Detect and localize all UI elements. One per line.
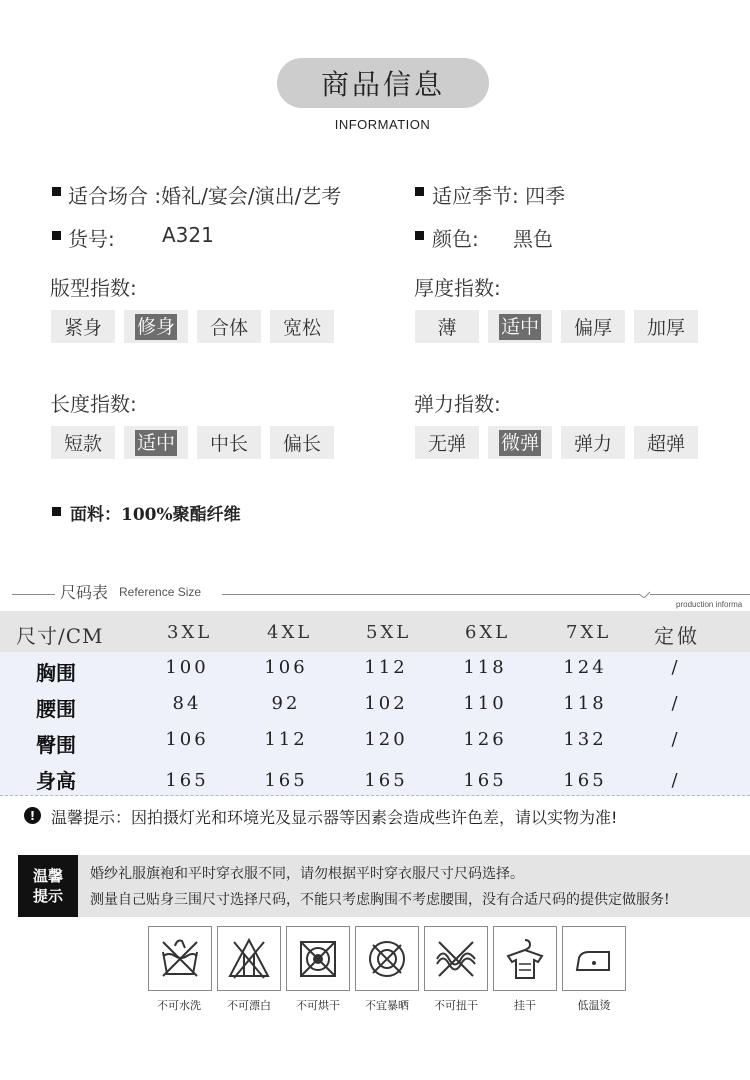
table-cell: / (671, 657, 681, 678)
item-no-label: 货号: (68, 227, 115, 251)
divider (12, 594, 55, 595)
size-chart-subtitle: Reference Size (119, 585, 202, 599)
row-label: 胸围 (36, 661, 76, 685)
table-cell: 106 (264, 657, 308, 678)
elasticity-option (415, 426, 479, 459)
size-chart-title: 尺码表 (60, 583, 109, 602)
length-option-label: 短款 (63, 433, 102, 455)
length-option (270, 426, 334, 459)
item-no-value: A321 (162, 223, 214, 247)
header-cell: 4XL (267, 622, 313, 643)
fit-option (270, 310, 334, 343)
bullet-icon (52, 507, 61, 516)
color-label: 颜色: (432, 227, 479, 251)
table-cell: / (671, 693, 681, 714)
length-option (124, 426, 188, 459)
table-row (0, 760, 750, 796)
season-text: 适应季节: 四季 (432, 184, 566, 208)
length-option (51, 426, 115, 459)
size-table-header (0, 611, 750, 652)
table-row (0, 688, 750, 725)
table-cell: 132 (563, 729, 607, 750)
table-cell: 165 (563, 770, 607, 791)
bullet-icon (52, 231, 61, 240)
elasticity-option-label: 超弹 (646, 433, 685, 455)
table-cell: 110 (463, 693, 507, 714)
header-cell: 尺寸/CM (16, 624, 104, 648)
table-cell: 120 (364, 729, 408, 750)
fit-index-label: 版型指数: (50, 276, 137, 300)
color-value: 黑色 (513, 227, 553, 251)
table-cell: 106 (165, 729, 209, 750)
row-label: 腰围 (36, 697, 76, 721)
fit-option-label: 合体 (209, 317, 248, 339)
care-label: 不可烘干 (296, 999, 340, 1012)
length-option-label: 中长 (209, 433, 248, 455)
table-cell: 92 (271, 693, 301, 714)
fit-option (51, 310, 115, 343)
divider (650, 594, 750, 595)
table-cell: 165 (165, 770, 209, 791)
table-cell: 84 (172, 693, 202, 714)
divider (222, 594, 640, 595)
table-cell: 124 (563, 657, 607, 678)
color-notice: 温馨提示：因拍摄灯光和环境光及显示器等因素会造成些许色差，请以实物为准! (51, 808, 618, 827)
thickness-option-label: 加厚 (646, 317, 685, 339)
section-title: 商品信息 (277, 58, 489, 108)
thickness-option (415, 310, 479, 343)
length-option-label: 偏长 (282, 433, 321, 455)
table-cell: 112 (264, 729, 308, 750)
elasticity-option-label: 无弹 (427, 433, 466, 455)
header-cell: 5XL (366, 622, 412, 643)
production-info-text: production informa (676, 600, 743, 609)
care-label: 低温烫 (577, 999, 611, 1012)
elasticity-option (634, 426, 698, 459)
elasticity-index-label: 弹力指数: (414, 392, 501, 416)
bullet-icon (415, 187, 424, 196)
no-tumble-dry-icon (286, 926, 350, 991)
elasticity-option (561, 426, 625, 459)
elasticity-option-label: 弹力 (573, 433, 612, 455)
row-label: 臀围 (36, 733, 76, 757)
header-cell: 7XL (566, 622, 612, 643)
table-cell: 165 (264, 770, 308, 791)
table-cell: 165 (463, 770, 507, 791)
care-label: 不可漂白 (227, 999, 271, 1012)
table-cell: 102 (364, 693, 408, 714)
tip-tag-line: 提示 (32, 887, 63, 905)
table-cell: 118 (463, 657, 507, 678)
tip-tag-line: 温馨 (32, 867, 63, 885)
table-cell: / (671, 770, 681, 791)
table-cell: / (671, 729, 681, 750)
fit-option-label: 修身 (136, 315, 175, 338)
header-cell: 6XL (465, 622, 511, 643)
tip-line-2: 测量自己贴身三围尺寸选择尺码，不能只考虑胸围不考虑腰围，没有合适尺码的提供定做服务! (90, 892, 670, 908)
hang-dry-icon (493, 926, 557, 991)
care-label: 挂干 (514, 999, 536, 1012)
notch-icon (638, 588, 652, 598)
bullet-icon (415, 231, 424, 240)
fit-option (197, 310, 261, 343)
table-cell: 126 (463, 729, 507, 750)
thickness-option-label: 薄 (437, 317, 457, 339)
elasticity-option-label: 微弹 (500, 431, 539, 454)
table-cell: 165 (364, 770, 408, 791)
table-cell: 100 (165, 657, 209, 678)
fit-option (124, 310, 188, 343)
tip-tag (18, 855, 78, 917)
length-index-label: 长度指数: (50, 392, 137, 416)
fit-option-label: 紧身 (63, 317, 102, 339)
fit-option-label: 宽松 (282, 317, 321, 339)
care-label: 不宜暴晒 (365, 999, 409, 1012)
care-label: 不可水洗 (157, 999, 201, 1012)
length-option (197, 426, 261, 459)
table-row (0, 652, 750, 689)
bullet-icon (52, 187, 61, 196)
low-iron-icon (562, 926, 626, 991)
table-row (0, 724, 750, 761)
tip-line-1: 婚纱礼服旗袍和平时穿衣服不同，请勿根据平时穿衣服尺寸尺码选择。 (90, 866, 524, 882)
thickness-option (488, 310, 552, 343)
no-bleach-icon (217, 926, 281, 991)
table-cell: 112 (364, 657, 408, 678)
header-cell: 定做 (654, 624, 700, 648)
thickness-option (634, 310, 698, 343)
no-wring-icon (424, 926, 488, 991)
row-label: 身高 (36, 769, 76, 793)
care-label: 不可扭干 (434, 999, 478, 1012)
thickness-option-label: 适中 (500, 315, 539, 338)
warning-icon: ! (24, 807, 41, 824)
length-option-label: 适中 (136, 431, 175, 454)
thickness-index-label: 厚度指数: (414, 276, 501, 300)
table-cell: 118 (563, 693, 607, 714)
no-sun-dry-icon (355, 926, 419, 991)
fabric-text: 面料：100%聚酯纤维 (70, 505, 241, 525)
elasticity-option (488, 426, 552, 459)
no-wash-icon (148, 926, 212, 991)
occasion-text: 适合场合 :婚礼/宴会/演出/艺考 (68, 184, 342, 208)
thickness-option-label: 偏厚 (573, 317, 612, 339)
header-cell: 3XL (167, 622, 213, 643)
thickness-option (561, 310, 625, 343)
section-subtitle: INFORMATION (334, 117, 431, 132)
